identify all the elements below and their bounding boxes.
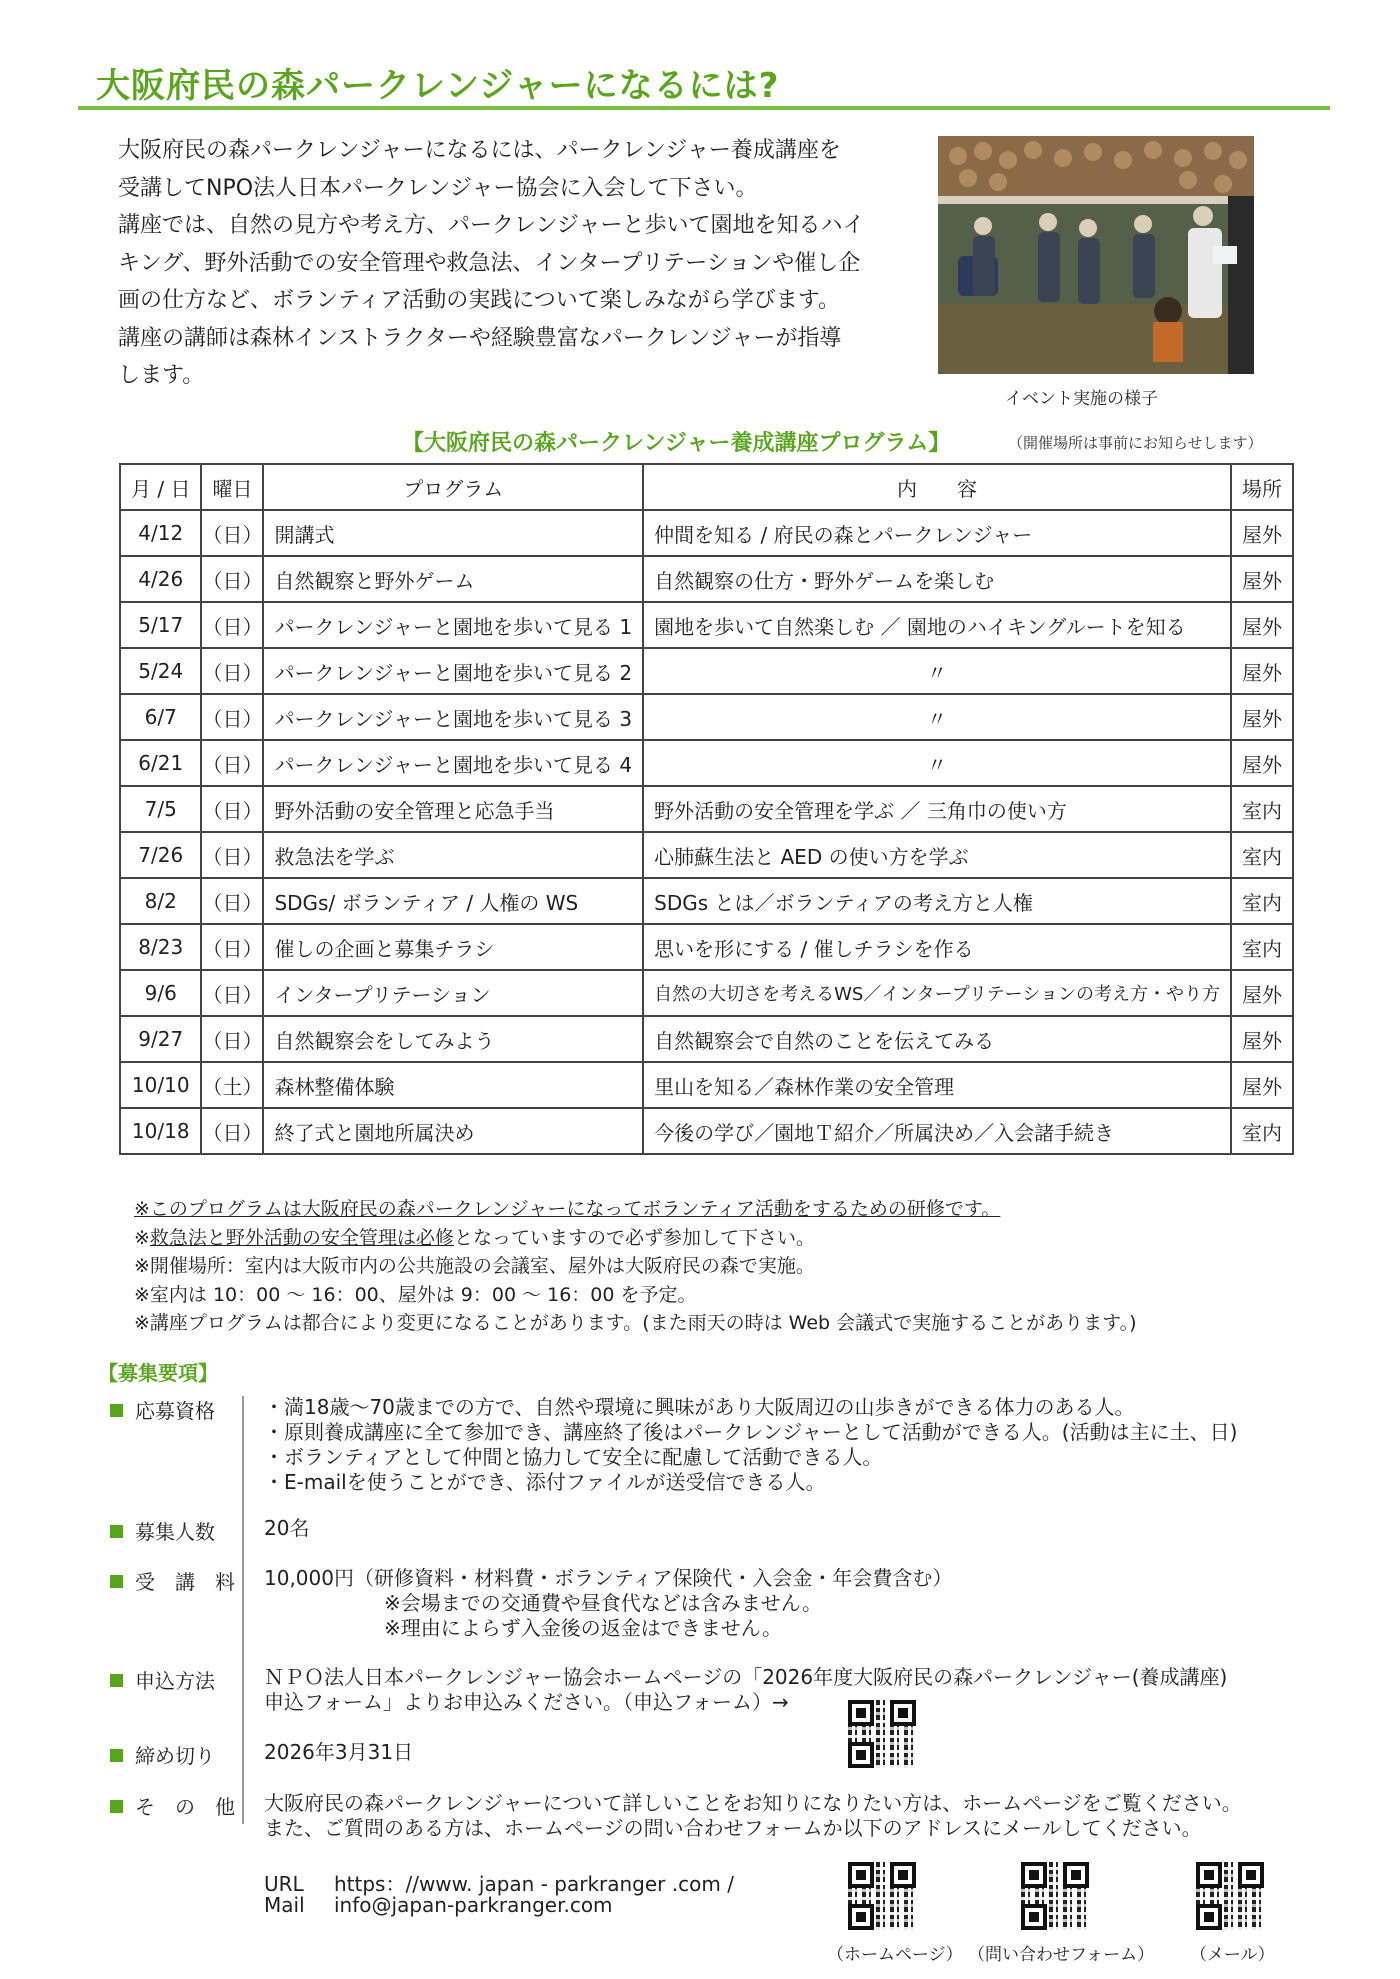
table-row	[120, 740, 1293, 786]
program-notes	[134, 1195, 1137, 1338]
cell-program: 催しの企画と募集チラシ	[263, 924, 643, 970]
cell-content: 心肺蘇生法と AED の使い方を学ぶ	[643, 832, 1231, 878]
cell-content: 自然の大切さを考えるWS／インタープリテーションの考え方・やり方	[643, 970, 1231, 1016]
cell-place: 屋外	[1231, 694, 1293, 740]
fee-note: ※理由によらず入金後の返金はできません。	[384, 1616, 782, 1640]
header-day: 曜日	[201, 464, 263, 510]
qr-finder	[1196, 1904, 1222, 1930]
cell-program: 自然観察と野外ゲーム	[263, 556, 643, 602]
cell-day: （日）	[201, 694, 263, 740]
cell-program: パークレンジャーと園地を歩いて見る 3	[263, 694, 643, 740]
cell-place: 屋外	[1231, 510, 1293, 556]
label-text: 募集人数	[135, 1520, 215, 1544]
cell-program: パークレンジャーと園地を歩いて見る 4	[263, 740, 643, 786]
qr-finder	[848, 1904, 874, 1930]
mail-line	[264, 1893, 613, 1917]
eligibility-label	[110, 1395, 215, 1424]
intro-line: 大阪府民の森パークレンジャーになるには、パークレンジャー養成講座を	[118, 138, 841, 163]
fee-value: 10,000円（研修資料・材料費・ボランティア保険代・入会金・年会費含む）	[264, 1566, 953, 1590]
recruit-divider	[242, 1396, 244, 1824]
note-line	[134, 1224, 1137, 1253]
cell-date: 8/23	[120, 924, 201, 970]
label-text: 締め切り	[135, 1744, 215, 1768]
cell-day: （日）	[201, 510, 263, 556]
cell-place: 室内	[1231, 878, 1293, 924]
cell-place: 屋外	[1231, 648, 1293, 694]
cell-place: 室内	[1231, 786, 1293, 832]
bullet-square-icon	[110, 1404, 123, 1417]
cell-day: （日）	[201, 1016, 263, 1062]
mail-link[interactable]: info@japan-parkranger.com	[334, 1893, 613, 1917]
bullet-square-icon	[110, 1749, 123, 1762]
capacity-label	[110, 1516, 215, 1545]
qr-finder	[890, 1700, 916, 1726]
cell-date: 9/27	[120, 1016, 201, 1062]
eligibility-list	[264, 1395, 1237, 1495]
cell-day: （日）	[201, 648, 263, 694]
cell-date: 7/5	[120, 786, 201, 832]
cell-program: インタープリテーション	[263, 970, 643, 1016]
note-line: ※講座プログラムは都合により変更になることがあります。(また雨天の時は Web 会議式で実施することがあります。)	[134, 1312, 1137, 1334]
bullet-square-icon	[110, 1800, 123, 1813]
label-text: 申込方法	[135, 1669, 215, 1693]
qr-finder	[1238, 1862, 1264, 1888]
cell-content: 自然観察の仕方・野外ゲームを楽しむ	[643, 556, 1231, 602]
cell-date: 5/17	[120, 602, 201, 648]
list-item: ・原則養成講座に全て参加でき、講座終了後はパークレンジャーとして活動ができる人。(活動は主に土、日)	[264, 1420, 1238, 1444]
table-row	[120, 1016, 1293, 1062]
cell-date: 6/7	[120, 694, 201, 740]
qr-finder	[890, 1862, 916, 1888]
cell-day: （日）	[201, 924, 263, 970]
table-row	[120, 648, 1293, 694]
bullet-square-icon	[110, 1575, 123, 1588]
list-item: ・満18歳～70歳までの方で、自然や環境に興味があり大阪周辺の山歩きができる体力のある人。	[264, 1395, 1135, 1419]
cell-place: 室内	[1231, 1108, 1293, 1154]
bullet-square-icon	[110, 1525, 123, 1538]
cell-content: 園地を歩いて自然楽しむ ／ 園地のハイキングルートを知る	[643, 602, 1231, 648]
cell-day: （土）	[201, 1062, 263, 1108]
cell-place: 屋外	[1231, 740, 1293, 786]
cell-day: （日）	[201, 1108, 263, 1154]
other-label	[110, 1791, 235, 1820]
cell-date: 10/18	[120, 1108, 201, 1154]
cell-place: 室内	[1231, 832, 1293, 878]
cell-day: （日）	[201, 740, 263, 786]
apply-text: ＮＰＯ法人日本パークレンジャー協会ホームページの「2026年度大阪府民の森パークレンジャー(養成講座)	[264, 1665, 1228, 1689]
cell-date: 6/21	[120, 740, 201, 786]
note-line: ※開催場所：室内は大阪市内の公共施設の会議室、屋外は大阪府民の森で実施。	[134, 1255, 815, 1277]
cell-place: 屋外	[1231, 970, 1293, 1016]
qr-finder	[1063, 1862, 1089, 1888]
cell-content: 自然観察会で自然のことを伝えてみる	[643, 1016, 1231, 1062]
deadline-label	[110, 1740, 215, 1769]
photo-caption: イベント実施の様子	[1005, 389, 1158, 409]
cell-content: 〃	[643, 648, 1231, 694]
table-row	[120, 878, 1293, 924]
qr-finder	[1021, 1904, 1047, 1930]
cell-day: （日）	[201, 602, 263, 648]
intro-line: 講座の講師は森林インストラクターや経験豊富なパークレンジャーが指導	[118, 325, 842, 351]
cell-day: （日）	[201, 832, 263, 878]
title-divider	[78, 106, 1330, 110]
cell-program: パークレンジャーと園地を歩いて見る 1	[263, 602, 643, 648]
capacity-value: 20名	[264, 1516, 310, 1540]
fee-note: ※会場までの交通費や昼食代などは含みません。	[384, 1591, 822, 1615]
intro-line: 講座では、自然の見方や考え方、パークレンジャーと歩いて園地を知るハイ	[118, 213, 865, 238]
cell-program: 救急法を学ぶ	[263, 832, 643, 878]
url-label: URL	[264, 1872, 304, 1896]
cell-date: 5/24	[120, 648, 201, 694]
intro-line: 受講してNPO法人日本パークレンジャー協会に入会して下さい。	[118, 175, 758, 201]
apply-text: 申込フォーム」よりお申込みください。（申込フォーム）→	[264, 1690, 789, 1714]
cell-program: 自然観察会をしてみよう	[263, 1016, 643, 1062]
table-row	[120, 786, 1293, 832]
page-title: 大阪府民の森パークレンジャーになるには?	[96, 66, 780, 106]
qr-caption-mail: （メール）	[1190, 1945, 1275, 1965]
header-program: プログラム	[263, 464, 643, 510]
header-date: 月 / 日	[120, 464, 201, 510]
fee-label	[110, 1566, 235, 1595]
cell-date: 9/6	[120, 970, 201, 1016]
other-text: 大阪府民の森パークレンジャーについて詳しいことをお知りになりたい方は、ホームページをご覧ください。	[264, 1791, 1242, 1815]
note-prefix: ※	[134, 1226, 150, 1249]
qr-caption-form: （問い合わせフォーム）	[968, 1945, 1155, 1965]
table-row	[120, 970, 1293, 1016]
table-row	[120, 694, 1293, 740]
note-line: ※室内は 10：00 ～ 16：00、屋外は 9：00 ～ 16：00 を予定。	[134, 1283, 697, 1306]
table-row	[120, 1062, 1293, 1108]
intro-text	[118, 132, 918, 395]
table-row	[120, 602, 1293, 648]
cell-program: 森林整備体験	[263, 1062, 643, 1108]
cell-program: パークレンジャーと園地を歩いて見る 2	[263, 648, 643, 694]
cell-program: 野外活動の安全管理と応急手当	[263, 786, 643, 832]
other-text: また、ご質問のある方は、ホームページの問い合わせフォームか以下のアドレスにメールしてください。	[264, 1816, 1202, 1840]
mail-label: Mail	[264, 1893, 305, 1917]
application-form-qr-icon[interactable]	[848, 1700, 916, 1768]
cell-date: 8/2	[120, 878, 201, 924]
cell-place: 屋外	[1231, 1016, 1293, 1062]
cell-place: 屋外	[1231, 556, 1293, 602]
cell-content: 〃	[643, 694, 1231, 740]
mail-qr-icon[interactable]	[1196, 1862, 1264, 1930]
qr-finder	[848, 1862, 874, 1888]
intro-line: 画の仕方など、ボランティア活動の実践について楽しみながら学びます。	[118, 288, 841, 313]
cell-content: 野外活動の安全管理を学ぶ ／ 三角巾の使い方	[643, 786, 1231, 832]
note-emphasis: 救急法と野外活動の安全管理は必修	[149, 1226, 454, 1249]
event-photo-illustration	[938, 136, 1254, 374]
inquiry-form-qr-icon[interactable]	[1021, 1862, 1089, 1930]
table-row	[120, 510, 1293, 556]
cell-date: 10/10	[120, 1062, 201, 1108]
cell-program: 開講式	[263, 510, 643, 556]
event-photo	[938, 136, 1254, 374]
table-row	[120, 924, 1293, 970]
table-header-row	[120, 464, 1293, 510]
qr-finder	[848, 1700, 874, 1726]
program-note: （開催場所は事前にお知らせします）	[1008, 434, 1263, 452]
header-content: 内 容	[643, 464, 1231, 510]
program-title: 【大阪府民の森パークレンジャー養成講座プログラム】	[402, 431, 951, 456]
cell-day: （日）	[201, 970, 263, 1016]
cell-content: 里山を知る／森林作業の安全管理	[643, 1062, 1231, 1108]
list-item: ・ボランティアとして仲間と協力して安全に配慮して活動できる人。	[264, 1445, 883, 1469]
url-link[interactable]: https：//www. japan - parkranger .com /	[334, 1872, 734, 1896]
intro-line: キング、野外活動での安全管理や救急法、インタープリテーションや催し企	[118, 250, 861, 276]
cell-date: 4/26	[120, 556, 201, 602]
list-item: ・E-mailを使うことができ、添付ファイルが送受信できる人。	[264, 1470, 826, 1494]
cell-content: 思いを形にする / 催しチラシを作る	[643, 924, 1231, 970]
cell-program: 終了式と園地所属決め	[263, 1108, 643, 1154]
cell-program: SDGs/ ボランティア / 人権の WS	[263, 878, 643, 924]
cell-day: （日）	[201, 786, 263, 832]
table-row	[120, 832, 1293, 878]
note-suffix: となっていますので必ず参加して下さい。	[453, 1226, 815, 1249]
cell-day: （日）	[201, 556, 263, 602]
table-row	[120, 1108, 1293, 1154]
qr-finder	[1196, 1862, 1222, 1888]
header-place: 場所	[1231, 464, 1293, 510]
table-row	[120, 556, 1293, 602]
cell-content: 〃	[643, 740, 1231, 786]
label-text: そ の 他	[135, 1795, 235, 1819]
label-text: 受 講 料	[135, 1570, 235, 1594]
cell-place: 室内	[1231, 924, 1293, 970]
cell-place: 屋外	[1231, 602, 1293, 648]
apply-label	[110, 1665, 215, 1694]
qr-finder	[848, 1742, 874, 1768]
program-table	[119, 463, 1294, 1155]
cell-content: SDGs とは／ボランティアの考え方と人権	[643, 878, 1231, 924]
qr-finder	[1021, 1862, 1047, 1888]
label-text: 応募資格	[135, 1399, 215, 1423]
cell-place: 屋外	[1231, 1062, 1293, 1108]
cell-day: （日）	[201, 878, 263, 924]
note-line: ※このプログラムは大阪府民の森パークレンジャーになってボランティア活動をするための研修です。	[134, 1198, 1001, 1220]
bullet-square-icon	[110, 1674, 123, 1687]
recruit-heading: 【募集要項】	[98, 1361, 218, 1385]
intro-line: します。	[118, 363, 205, 388]
deadline-value: 2026年3月31日	[264, 1740, 414, 1764]
homepage-qr-icon[interactable]	[848, 1862, 916, 1930]
cell-date: 7/26	[120, 832, 201, 878]
cell-date: 4/12	[120, 510, 201, 556]
cell-content: 仲間を知る / 府民の森とパークレンジャー	[643, 510, 1231, 556]
qr-caption-homepage: （ホームページ）	[827, 1945, 963, 1965]
cell-content: 今後の学び／園地Ｔ紹介／所属決め／入会諸手続き	[643, 1108, 1231, 1154]
